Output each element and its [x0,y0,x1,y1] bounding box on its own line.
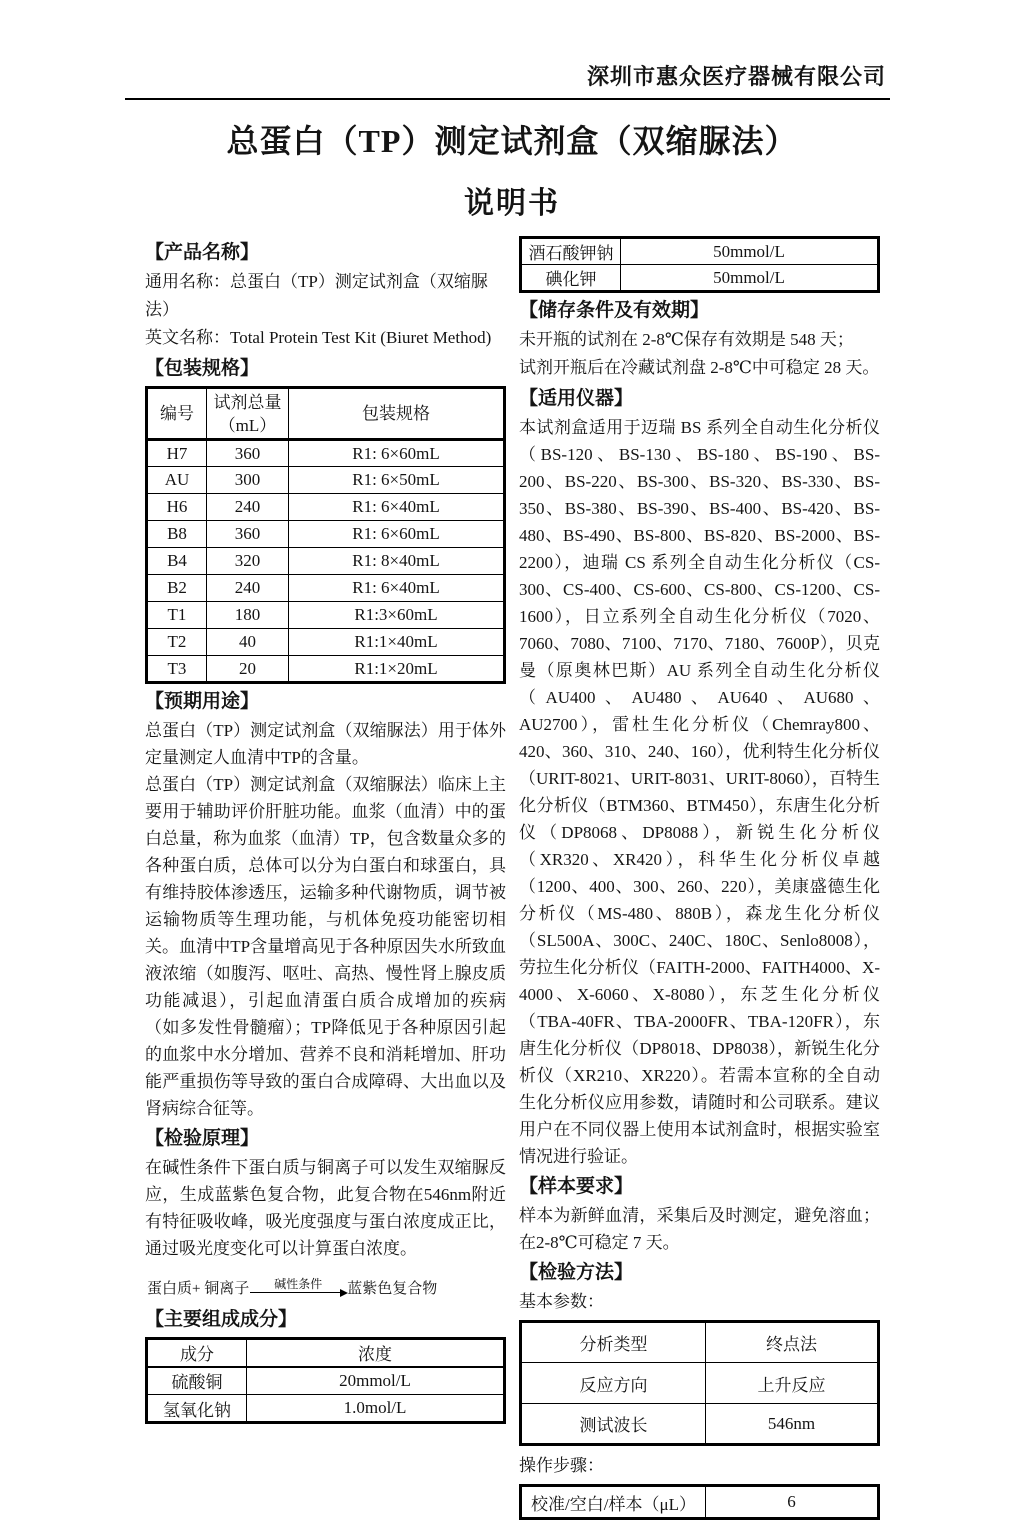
left-column [145,236,506,1520]
pack-id: T3 [147,656,207,683]
pack-id: H6 [147,494,207,521]
right-column [519,236,880,1520]
basic-params-table [519,1320,880,1446]
pack-id: AU [147,467,207,494]
table-row [521,238,879,265]
table-row [521,1404,879,1445]
principle-paragraph: 在碱性条件下蛋白质与铜离子可以发生双缩脲反应，生成蓝紫色复合物，此复合物在546nm附近有特征吸收峰，吸光度强度与蛋白浓度成正比，通过吸光度变化可以计算蛋白浓度。 [145,1158,506,1258]
param-name: 分析类型 [521,1322,706,1363]
company-name: 深圳市惠众医疗器械有限公司 [586,64,886,89]
table-row [147,548,505,575]
generic-name-line: 通用名称：总蛋白（TP）测定试剂盒（双缩脲法） [145,272,488,319]
step-value: 6 [706,1486,879,1519]
pack-spec: R1:1×20mL [289,656,505,683]
components-table-continued [519,236,880,293]
components-col-name: 成分 [147,1339,247,1367]
pack-spec: R1: 8×40mL [289,548,505,575]
component-name: 酒石酸钾钠 [521,238,621,265]
table-row [147,629,505,656]
intended-use-paragraph-1: 总蛋白（TP）测定试剂盒（双缩脲法）用于体外定量测定人血清中TP的含量。 [145,721,506,767]
packaging-col-volume [207,388,289,440]
basic-params-label: 基本参数： [519,1292,604,1311]
packaging-col-spec: 包装规格 [289,388,505,440]
storage-line-1: 未开瓶的试剂在 2-8℃保存有效期是 548 天； [519,330,854,349]
table-row [147,575,505,602]
storage-line-2: 试剂开瓶后在冷藏试剂盘 2-8℃中可稳定 28 天。 [519,358,880,377]
component-name: 碘化钾 [521,265,621,292]
packaging-col-volume-line2: （mL） [218,415,277,435]
components-col-conc: 浓度 [247,1339,505,1367]
section-heading-instruments: 【适用仪器】 [519,388,634,409]
page-header [125,0,890,100]
sample-paragraph: 样本为新鲜血清，采集后及时测定，避免溶血；在2-8℃可稳定 7 天。 [519,1206,880,1252]
packaging-col-volume-line1: 试剂总量 [213,392,282,412]
param-value: 546nm [706,1404,879,1445]
pack-volume: 300 [207,467,289,494]
two-column-body [145,236,880,1520]
table-row [147,494,505,521]
param-value: 上升反应 [706,1363,879,1404]
intended-use-paragraph-2: 总蛋白（TP）测定试剂盒（双缩脲法）临床上主要用于辅助评价肝脏功能。血浆（血清）中的蛋白总量，称为血浆（血清）TP，包含数量众多的各种蛋白质，总体可以分为白蛋白和球蛋白，具有维持胶体渗透压，运输多种代谢物质，调节被运输物质等生理功能，与机体免疫功能密切相关。血清中TP含量增高见于各种原因失水所致血液浓缩（如腹泻、呕吐、高热、慢性肾上腺皮质功能减退），引起血清蛋白质合成增加的疾病（如多发性骨髓瘤）；TP降低见于各种原因引起的血浆中水分增加、营养不良和消耗增加、肝功能严重损伤等导致的蛋白合成障碍、大出血以及肾病综合征等。 [145,775,506,1118]
pack-volume: 360 [207,440,289,467]
instruments-paragraph: 本试剂盒适用于迈瑞 BS 系列全自动生化分析仪（BS-120、BS-130、BS-180、BS-190、BS-200、BS-220、BS-300、BS-320、BS-330、BS-350、BS-380、BS-390、BS-400、BS-420、BS-480、BS-490、BS-800、BS-820、BS-2000、BS-2200），迪瑞 CS 系列全自动生化分析仪（CS-300、CS-400、CS-600、CS-800、CS-1200、CS-1600），日立系列全自动生化分析仪（7020、7060、7080、7100、7170、7180、7600P），贝克曼（原奥林巴斯）AU 系列全自动生化分析仪（AU400、AU480、AU640、AU680、AU2700），雷杜生化分析仪（Chemray800、420、360、310、240、160），优利特生化分析仪（URIT-8021、URIT-8031、URIT-8060），百特生化分析仪（BTM360、BTM450），东唐生化分析仪（DP8068、DP8088），新锐生化分析仪（XR320、XR420），科华生化分析仪卓越（1200、400、300、260、220），美康盛德生化分析仪（MS-480、880B），森龙生化分析仪（SL500A、300C、240C、180C、Senlo8008），劳拉生化分析仪（FAITH-2000、FAITH4000、X-4000、X-6060、X-8080），东芝生化分析仪（TBA-40FR、TBA-2000FR、TBA-120FR），东唐生化分析仪（DP8018、DP8038），新锐生化分析仪（XR210、XR220）。若需本宣称的全自动生化分析仪应用参数，请随时和公司联系。建议用户在不同仪器上使用本试剂盒时，根据实验室情况进行验证。 [519,418,880,1166]
pack-volume: 40 [207,629,289,656]
pack-id: B2 [147,575,207,602]
component-conc: 1.0mol/L [247,1395,505,1423]
reaction-formula [147,1278,506,1298]
document-subtitle: 说明书 [464,187,560,220]
table-row [521,265,879,292]
operation-steps-table [519,1484,880,1520]
document-title: 总蛋白（TP）测定试剂盒（双缩脲法） [226,123,798,159]
pack-volume: 240 [207,494,289,521]
formula-reactants: 蛋白质+ 铜离子 [147,1281,250,1297]
table-row [147,521,505,548]
right-arrow-icon [250,1292,346,1293]
pack-volume: 240 [207,575,289,602]
pack-volume: 180 [207,602,289,629]
pack-spec: R1: 6×40mL [289,575,505,602]
pack-id: H7 [147,440,207,467]
section-heading-storage: 【储存条件及有效期】 [519,300,710,321]
param-name: 测试波长 [521,1404,706,1445]
pack-spec: R1:1×40mL [289,629,505,656]
packaging-table-header-row [147,388,505,440]
components-table [145,1337,506,1424]
pack-id: T1 [147,602,207,629]
table-row [147,440,505,467]
pack-spec: R1: 6×40mL [289,494,505,521]
pack-spec: R1: 6×50mL [289,467,505,494]
pack-spec: R1:3×60mL [289,602,505,629]
section-heading-sample: 【样本要求】 [519,1176,634,1197]
table-row [147,1395,505,1423]
packaging-spec-table [145,386,506,684]
pack-spec: R1: 6×60mL [289,521,505,548]
step-name: 校准/空白/样本（μL） [521,1486,706,1519]
section-heading-components: 【主要组成成分】 [145,1309,298,1330]
section-heading-packaging: 【包装规格】 [145,358,260,379]
section-heading-product-name: 【产品名称】 [145,242,260,263]
pack-id: T2 [147,629,207,656]
table-row [521,1322,879,1363]
table-row [521,1363,879,1404]
pack-volume: 320 [207,548,289,575]
steps-label: 操作步骤： [519,1456,604,1475]
component-conc: 50mmol/L [621,238,879,265]
packaging-col-id: 编号 [147,388,207,440]
component-conc: 50mmol/L [621,265,879,292]
section-heading-method: 【检验方法】 [519,1262,634,1283]
table-row [147,467,505,494]
section-heading-intended-use: 【预期用途】 [145,691,260,712]
pack-id: B4 [147,548,207,575]
component-name: 氢氧化钠 [147,1395,247,1423]
component-name: 硫酸铜 [147,1367,247,1395]
formula-product: 蓝紫色复合物 [347,1281,438,1297]
components-table-header-row [147,1339,505,1367]
pack-volume: 360 [207,521,289,548]
param-value: 终点法 [706,1322,879,1363]
formula-condition: 碱性条件 [274,1277,323,1291]
param-name: 反应方向 [521,1363,706,1404]
formula-arrow [250,1278,346,1298]
table-row [147,602,505,629]
table-row [521,1486,879,1519]
pack-id: B8 [147,521,207,548]
table-row [147,1367,505,1395]
english-name-line: 英文名称：Total Protein Test Kit (Biuret Method) [145,328,492,347]
section-heading-principle: 【检验原理】 [145,1128,260,1149]
pack-spec: R1: 6×60mL [289,440,505,467]
component-conc: 20mmol/L [247,1367,505,1395]
pack-volume: 20 [207,656,289,683]
table-row [147,656,505,683]
